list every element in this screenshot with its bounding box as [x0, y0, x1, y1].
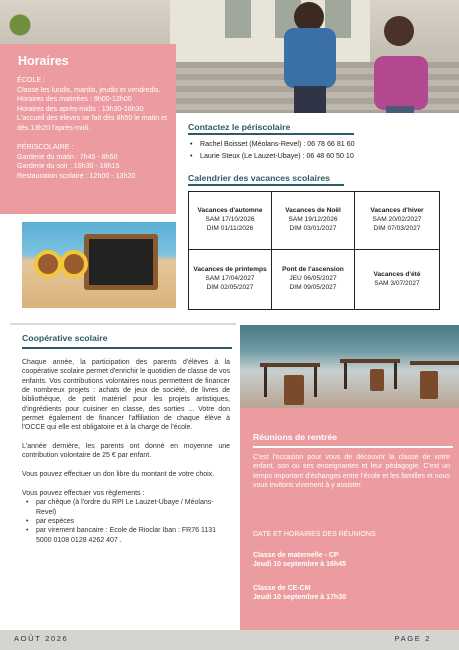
reunion-class: Classe de CE-CM	[253, 585, 311, 592]
vacances-date: DIM 01/11/2026	[206, 224, 254, 232]
vacances-date: SAM 17/10/2026	[205, 216, 255, 224]
vacances-name: Pont de l'ascension	[282, 266, 344, 274]
payment-item: • par espèces	[34, 517, 230, 526]
cooperative-text	[22, 358, 230, 545]
horaires-line: PÉRISCOLAIRE :	[17, 143, 74, 152]
contact-list	[190, 138, 355, 162]
horaires-text	[17, 76, 172, 182]
title-underline	[188, 133, 354, 135]
heart-sunglasses	[60, 250, 88, 278]
title-underline	[188, 184, 344, 186]
payment-item: • par virement bancaire : Ecole de Rioclar Iban : FR76 1131 5000 0108 0128 4262 407 .	[34, 526, 230, 545]
page-number: PAGE 2	[394, 634, 431, 643]
vacances-date: SAM 19/12/2026	[288, 216, 338, 224]
heart-sunglasses	[34, 250, 62, 278]
vacances-cell	[272, 250, 355, 309]
vacances-cell	[272, 192, 355, 250]
vacances-date: SAM 17/04/2027	[205, 275, 255, 283]
payment-item: • par chèque (à l'ordre du RPI Le Lauzet-Ubaye / Méolans-Revel)	[34, 498, 230, 517]
horaires-panel	[0, 44, 176, 214]
plant	[0, 10, 60, 40]
reunions-text: C'est l'occasion pour vous de découvrir la classe de votre enfant, son ou ses enseignantes et leur pédagogie. C'est un temps important d'échanges entre l'école et les familles et nous vous invitons vivement à y assister.	[253, 454, 450, 489]
horaires-line: Horaires des matinées : 9h00-12h00	[17, 95, 132, 104]
vacances-date: DIM 07/03/2027	[373, 224, 421, 232]
vacances-date: DIM 03/01/2027	[289, 224, 337, 232]
vacances-name: Vacances de printemps	[193, 266, 267, 274]
reunion-class: Classe de maternelle - CP	[253, 552, 339, 559]
vacances-name: Vacances d'été	[373, 270, 421, 278]
reunion-group	[253, 584, 346, 603]
section-divider	[10, 323, 236, 325]
reunions-panel	[240, 408, 459, 630]
vacances-table	[188, 191, 440, 310]
vacances-date: DIM 02/05/2027	[206, 283, 254, 291]
cooperative-paragraph: Chaque année, la participation des parents d'élèves à la coopérative scolaire permet d'enrichir le quotidien de classe de vos enfants. Vos contributions volontaires nous permettent de financer de nombreux projets : achats de jeux de société, de livres de bibliothèque, de petit matériel pour les projets artistiques, d'ingrédients pour cuisiner en classe, des sorties ... Votre don permet également de financer l'affiliation de chaque élève à l'OCCE qui elle est obligatoire et à la charge de l'école.	[22, 359, 230, 432]
horaires-line: Garderie du soir : 16h30 - 18h15	[17, 162, 120, 171]
vacances-name: Vacances de Noël	[285, 207, 341, 215]
horaires-line: Garderie du matin : 7h45 - 8h50	[17, 152, 118, 161]
footer	[0, 630, 459, 650]
title-underline	[22, 347, 232, 349]
payment-list	[22, 498, 230, 545]
window	[225, 0, 251, 38]
contact-item: • Laurie Steux (Le Lauzet-Ubaye) : 06 48 60 50 10	[190, 150, 355, 162]
horaires-line: ÉCOLE :	[17, 76, 45, 84]
cooperative-paragraph: Vous pouvez effectuer vos règlements :	[22, 489, 145, 497]
beach-chalkboard-photo	[22, 222, 176, 308]
reunion-date: Jeudi 10 septembre à 16h45	[253, 561, 346, 569]
vacances-name: Vacances d'automne	[197, 207, 263, 215]
vacances-date: SAM 20/02/2027	[372, 216, 422, 224]
contact-item: • Rachel Boisset (Méolans-Revel) : 06 78 66 81 60	[190, 138, 355, 150]
cooperative-title: Coopérative scolaire	[22, 333, 108, 343]
horaires-title: Horaires	[18, 54, 69, 68]
vacances-date: SAM 3/07/2027	[374, 279, 420, 287]
cooperative-paragraph: L'année dernière, les parents ont donné en moyenne une contribution volontaire de 25 € par enfant.	[22, 443, 230, 460]
footer-date: AOÛT 2026	[14, 634, 69, 643]
title-underline	[253, 446, 453, 448]
vacances-cell	[189, 192, 272, 250]
calendar-title: Calendrier des vacances scolaires	[188, 173, 330, 183]
reunions-subtitle: DATE ET HORAIRES DES RÉUNIONS	[253, 531, 376, 538]
vacances-cell	[355, 250, 439, 309]
vacances-cell	[355, 192, 439, 250]
reunion-date: Jeudi 10 septembre à 17h30	[253, 594, 346, 602]
reunion-group	[253, 551, 346, 570]
horaires-line: Restauration scolaire : 12h00 - 13h20	[17, 171, 136, 180]
chalkboard	[84, 234, 158, 290]
classroom-photo	[240, 325, 459, 408]
horaires-line: Horaires des après-midis : 13h30-16h30	[17, 104, 144, 113]
horaires-line: L'accueil des élèves se fait dès 8h50 le matin et dès 13h20 l'après-midi.	[17, 114, 168, 132]
vacances-name: Vacances d'hiver	[370, 207, 424, 215]
vacances-date: JEU 06/05/2027	[289, 275, 337, 283]
vacances-cell	[189, 250, 272, 309]
horaires-line: Classe les lundis, mardis, jeudis et vendredis.	[17, 85, 161, 94]
periscolaire-title: Contactez le périscolaire	[188, 122, 291, 132]
cooperative-paragraph: Vous pouvez effectuer un don libre du montant de votre choix.	[22, 471, 215, 479]
vacances-date: DIM 09/05/2027	[289, 283, 337, 291]
reunions-title: Réunions de rentrée	[253, 432, 337, 442]
